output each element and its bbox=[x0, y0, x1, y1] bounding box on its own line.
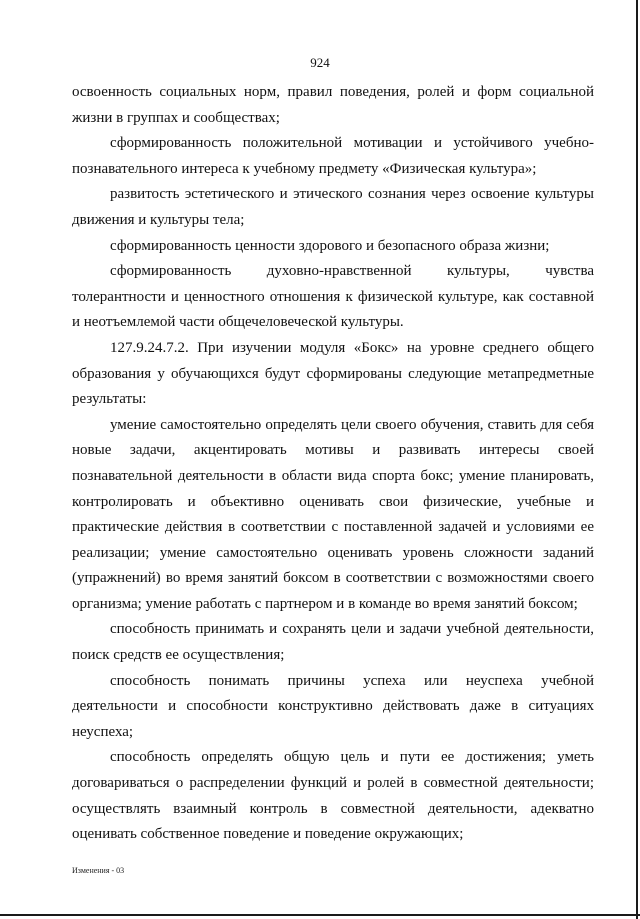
paragraph: умение самостоятельно определять цели своего обучения, ставить для себя новые задачи, акцентировать мотивы и развивать интересы своей познавательной деятельности в области вида спорта бокс; умение планировать, контролировать и объективно оценивать свои физические, учебные и практические действия в соответствии с поставленной задачей и условиями ее реализации; умение самостоятельно оценивать уровень сложности заданий (упражнений) во время занятий боксом в соответствии с возможностями своего организма; умение работать с партнером и в команде во время занятий боксом; bbox=[72, 416, 594, 612]
page-number: 924 bbox=[310, 55, 330, 70]
paragraph: способность определять общую цель и пути ее достижения; уметь договариваться о распределении функций и ролей в совместной деятельности; осуществлять взаимный контроль в совместной деятельности, адекватно оценивать собственное поведение и поведение окружающих; bbox=[72, 749, 594, 843]
paragraph: сформированность положительной мотивации и устойчивого учебно-познавательного интереса к учебному предмету «Физическая культура»; bbox=[72, 135, 594, 177]
paragraph: способность принимать и сохранять цели и задачи учебной деятельности, поиск средств ее осуществления; bbox=[72, 621, 594, 664]
page-edge-bottom bbox=[0, 914, 640, 916]
paragraph: сформированность духовно-нравственной культуры, чувства толерантности и ценностного отношения к физической культуре, как составной и неотъемлемой части общечеловеческой культуры. bbox=[72, 263, 594, 331]
paragraph: развитость эстетического и этического сознания через освоение культуры движения и культуры тела; bbox=[72, 186, 594, 228]
paragraph: сформированность ценности здорового и безопасного образа жизни; bbox=[110, 237, 550, 254]
paragraph: способность понимать причины успеха или неуспеха учебной деятельности и способности конструктивно действовать даже в ситуациях неуспеха; bbox=[72, 672, 594, 740]
paragraph: освоенность социальных норм, правил поведения, ролей и форм социальной жизни в группах и сообществах; bbox=[72, 84, 594, 126]
footer-note: Изменения - 03 bbox=[72, 866, 125, 875]
document-body bbox=[72, 80, 594, 848]
page-edge-right bbox=[636, 0, 638, 919]
paragraph: 127.9.24.7.2. При изучении модуля «Бокс» на уровне среднего общего образования у обучающихся будут сформированы следующие метапредметные результаты: bbox=[72, 339, 594, 408]
